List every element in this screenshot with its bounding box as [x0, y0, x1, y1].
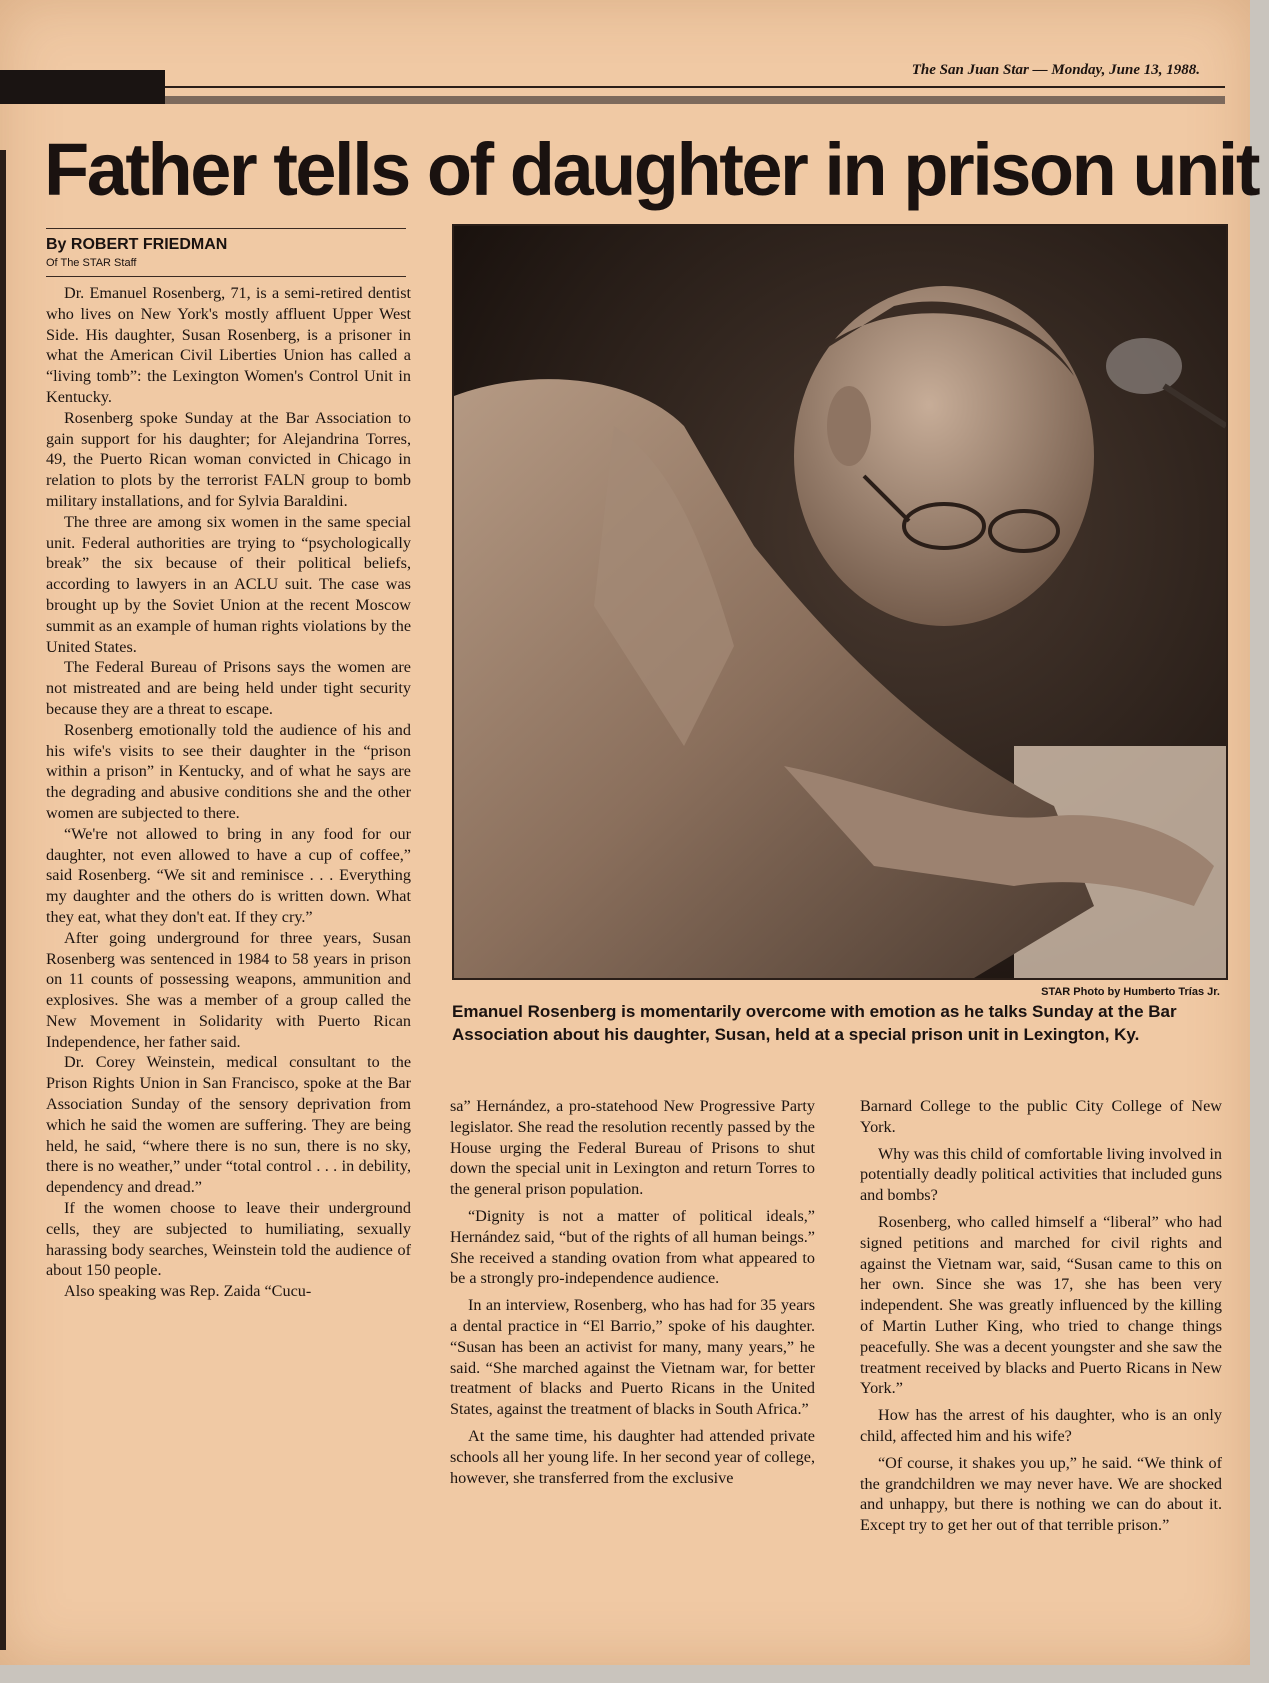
header-rule-thick [165, 96, 1225, 104]
byline-rule-top [46, 228, 406, 229]
paragraph: Dr. Emanuel Rosenberg, 71, is a semi-retired dentist who lives on New York's mostly affluent Upper West Side. His daughter, Susan Rosenberg, is a prisoner in what the American Civil Liberties Union has called a “living tomb”: the Lexington Women's Control Unit in Kentucky. [46, 284, 411, 406]
paragraph: Also speaking was Rep. Zaida “Cucu- [64, 1282, 312, 1301]
news-photo [452, 224, 1228, 980]
article-column-1 [46, 283, 411, 1302]
paragraph: After going underground for three years, Susan Rosenberg was sentenced in 1984 to 58 years in prison on 11 counts of possessing weapons, ammunition and explosives. She was a member of a group called the New Movement in Solidarity with Puerto Rican Independence, her father said. [46, 928, 411, 1051]
photo-illustration [454, 226, 1226, 978]
paragraph: The Federal Bureau of Prisons says the women are not mistreated and are being held under tight security because they are a threat to escape. [46, 658, 411, 718]
article-column-3 [860, 1096, 1222, 1542]
paragraph: “Dignity is not a matter of political ideals,” Hernández said, “but of the rights of all human beings.” She received a standing ovation from what appeared to be a strongly pro-independence audience. [450, 1206, 815, 1288]
paragraph: Dr. Corey Weinstein, medical consultant to the Prison Rights Union in San Francisco, spoke at the Bar Association Sunday of the sensory deprivation from which he said the women are suffering. They are being held, he said, “where there is no sun, there is no sky, there is no weather,” under “total control . . . in debility, dependency and dread.” [46, 1053, 411, 1197]
paragraph: How has the arrest of his daughter, who is an only child, affected him and his wife? [860, 1406, 1222, 1445]
paragraph: In an interview, Rosenberg, who has had for 35 years a dental practice in “El Barrio,” spoke of his daughter. “Susan has been an activist for many, many years,” he said. “She marched against the Vietnam war, for better treatment of blacks and Puerto Ricans in the United States, against the treatment of blacks in South Africa.” [450, 1296, 815, 1419]
photo-caption: Emanuel Rosenberg is momentarily overcome with emotion as he talks Sunday at the Bar Association about his daughter, Susan, held at a special prison unit in Lexington, Ky. [452, 1002, 1177, 1044]
paragraph: Barnard College to the public City College of New York. [860, 1097, 1222, 1136]
paragraph: “We're not allowed to bring in any food for our daughter, not even allowed to have a cup of coffee,” said Rosenberg. “We sit and reminisce . . . Everything my daughter and the others do is written down. What they eat, what they don't eat. If they cry.” [46, 824, 411, 926]
paragraph: If the women choose to leave their underground cells, they are subjected to humiliating, sexually harassing body searches, Weinstein told the audience of about 150 people. [46, 1199, 411, 1280]
article-column-2 [450, 1096, 815, 1494]
paragraph: Rosenberg spoke Sunday at the Bar Association to gain support for his daughter; for Alejandrina Torres, 49, the Puerto Rican woman convicted in Chicago in relation to plots by the terrorist FALN group to bomb military installations, and for Sylvia Baraldini. [46, 408, 411, 510]
paragraph: At the same time, his daughter had attended private schools all her young life. In her second year of college, however, she transferred from the exclusive [450, 1426, 815, 1487]
header-bar [0, 70, 165, 104]
page-edge [0, 150, 6, 1650]
paragraph: “Of course, it shakes you up,” he said. “We think of the grandchildren we may never have. We are shocked and unhappy, but there is nothing we can do about it. Except try to get her out of that terrible prison.” [860, 1453, 1222, 1535]
byline-rule-bottom [46, 276, 406, 277]
paragraph: Why was this child of comfortable living involved in potentially deadly political activities that included guns and bombs? [860, 1144, 1222, 1205]
paragraph: The three are among six women in the same special unit. Federal authorities are trying to “psychologically break” the six because of their political beliefs, according to lawyers in an ACLU suit. The case was brought up by the Soviet Union at the recent Moscow summit as an example of human rights violations by the United States. [46, 512, 411, 656]
headline: Father tells of daughter in prison unit [44, 128, 1258, 211]
dateline: The San Juan Star — Monday, June 13, 1988. [911, 62, 1200, 78]
photo-credit: STAR Photo by Humberto Trías Jr. [1041, 986, 1220, 998]
paragraph: sa” Hernández, a pro-statehood New Progressive Party legislator. She read the resolution recently passed by the House urging the Federal Bureau of Prisons to shut down the special unit in Lexington and return Torres to the general prison population. [450, 1097, 815, 1199]
byline: By ROBERT FRIEDMAN [46, 236, 228, 253]
paragraph: Rosenberg emotionally told the audience of his and his wife's visits to see their daughter in the “prison within a prison” in Kentucky, and of what he says are the degrading and abusive conditions she and the other women are subjected to there. [46, 720, 411, 822]
header-rule [165, 86, 1225, 88]
paragraph: Rosenberg, who called himself a “liberal” who had signed petitions and marched for civil rights and against the Vietnam war, said, “Susan came to this on her own. Since she was 17, she has been very independent. She was greatly influenced by the killing of Martin Luther King, who tried to change things peacefully. She was a decent youngster and she saw the treatment received by blacks and Puerto Ricans in New York.” [860, 1212, 1222, 1398]
staff-line: Of The STAR Staff [46, 257, 137, 269]
